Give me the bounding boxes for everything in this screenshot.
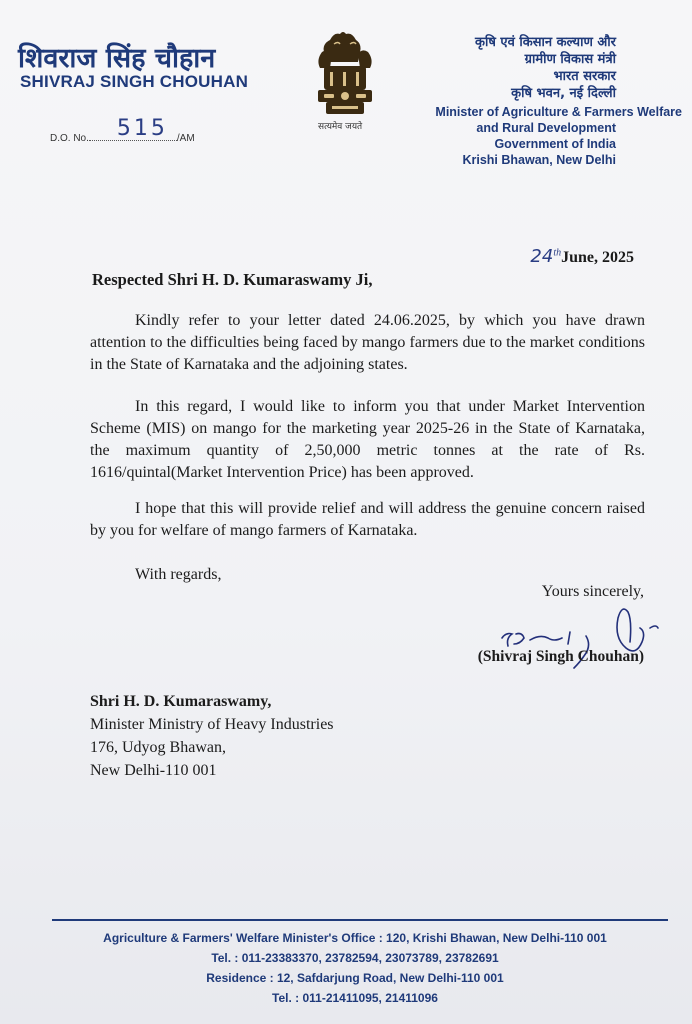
letter-date <box>530 246 634 267</box>
body-paragraph: I hope that this will provide relief and will address the genuine concern raised by you for welfare of mango farmers of Karnataka. <box>90 500 645 539</box>
recipient-address-line: New Delhi-110 001 <box>90 762 217 779</box>
national-emblem-icon <box>312 30 378 118</box>
footer-residence-telephone: Tel. : 011-21411095, 21411096 <box>272 991 438 1005</box>
date-day-handwritten: 24 <box>530 246 554 267</box>
footer-residence-address: Residence : 12, Safdarjung Road, New Delhi-110 001 <box>206 971 504 985</box>
sender-name-hindi: शिवराज सिंह चौहान <box>18 43 216 74</box>
office-english-line: and Rural Development <box>476 121 616 135</box>
do-suffix: /AM <box>176 133 195 144</box>
office-address-block <box>435 34 682 168</box>
sender-name-english: SHIVRAJ SINGH CHOUHAN <box>20 72 249 91</box>
date-day-suffix: th <box>553 247 562 259</box>
do-number-handwritten: 515 <box>116 116 168 141</box>
office-english-line: Krishi Bhawan, New Delhi <box>462 153 616 167</box>
footer-block <box>40 928 670 1008</box>
office-english-line: Government of India <box>494 137 616 151</box>
do-number-row <box>50 116 195 144</box>
recipient-designation: Minister Ministry of Heavy Industries <box>90 716 334 733</box>
office-hindi-line: भारत सरकार <box>553 69 616 84</box>
do-prefix: D.O. No. <box>50 133 89 144</box>
closing-line: Yours sincerely, <box>541 583 644 600</box>
signer-name: (Shivraj Singh Chouhan) <box>477 648 644 665</box>
emblem-motto: सत्यमेव जयते <box>318 122 363 132</box>
office-hindi-line: कृषि एवं किसान कल्याण और <box>475 35 616 50</box>
body-paragraph: In this regard, I would like to inform you that under Market Intervention Scheme (MIS) on mango for the marketing year 2025-26 in the State of Karnataka, the maximum quantity of 2,50,000 metric tonnes at the rate of Rs. 1616/quintal(Market Intervention Price) has been approved. <box>90 398 645 481</box>
footer-office-address: Agriculture & Farmers' Welfare Minister's Office : 120, Krishi Bhawan, New Delhi-110 001 <box>103 931 607 945</box>
salutation: Respected Shri H. D. Kumaraswamy Ji, <box>92 270 373 289</box>
office-hindi-line: कृषि भवन, नई दिल्ली <box>511 86 616 101</box>
footer-divider <box>52 919 668 921</box>
office-hindi-line: ग्रामीण विकास मंत्री <box>524 52 616 67</box>
date-month-year: June, 2025 <box>561 249 634 266</box>
recipient-name: Shri H. D. Kumaraswamy, <box>90 693 272 710</box>
do-number-field <box>89 116 177 141</box>
recipient-address-line: 176, Udyog Bhawan, <box>90 739 226 756</box>
regards-line: With regards, <box>135 566 222 583</box>
recipient-address <box>90 690 334 782</box>
office-english-line: Minister of Agriculture & Farmers Welfare <box>435 105 682 119</box>
footer-office-telephone: Tel. : 011-23383370, 23782594, 23073789, 23782691 <box>211 951 499 965</box>
body-paragraph: Kindly refer to your letter dated 24.06.2025, by which you have drawn attention to the difficulties being faced by mango farmers due to the market conditions in the State of Karnataka and the adjoining states. <box>90 312 645 373</box>
